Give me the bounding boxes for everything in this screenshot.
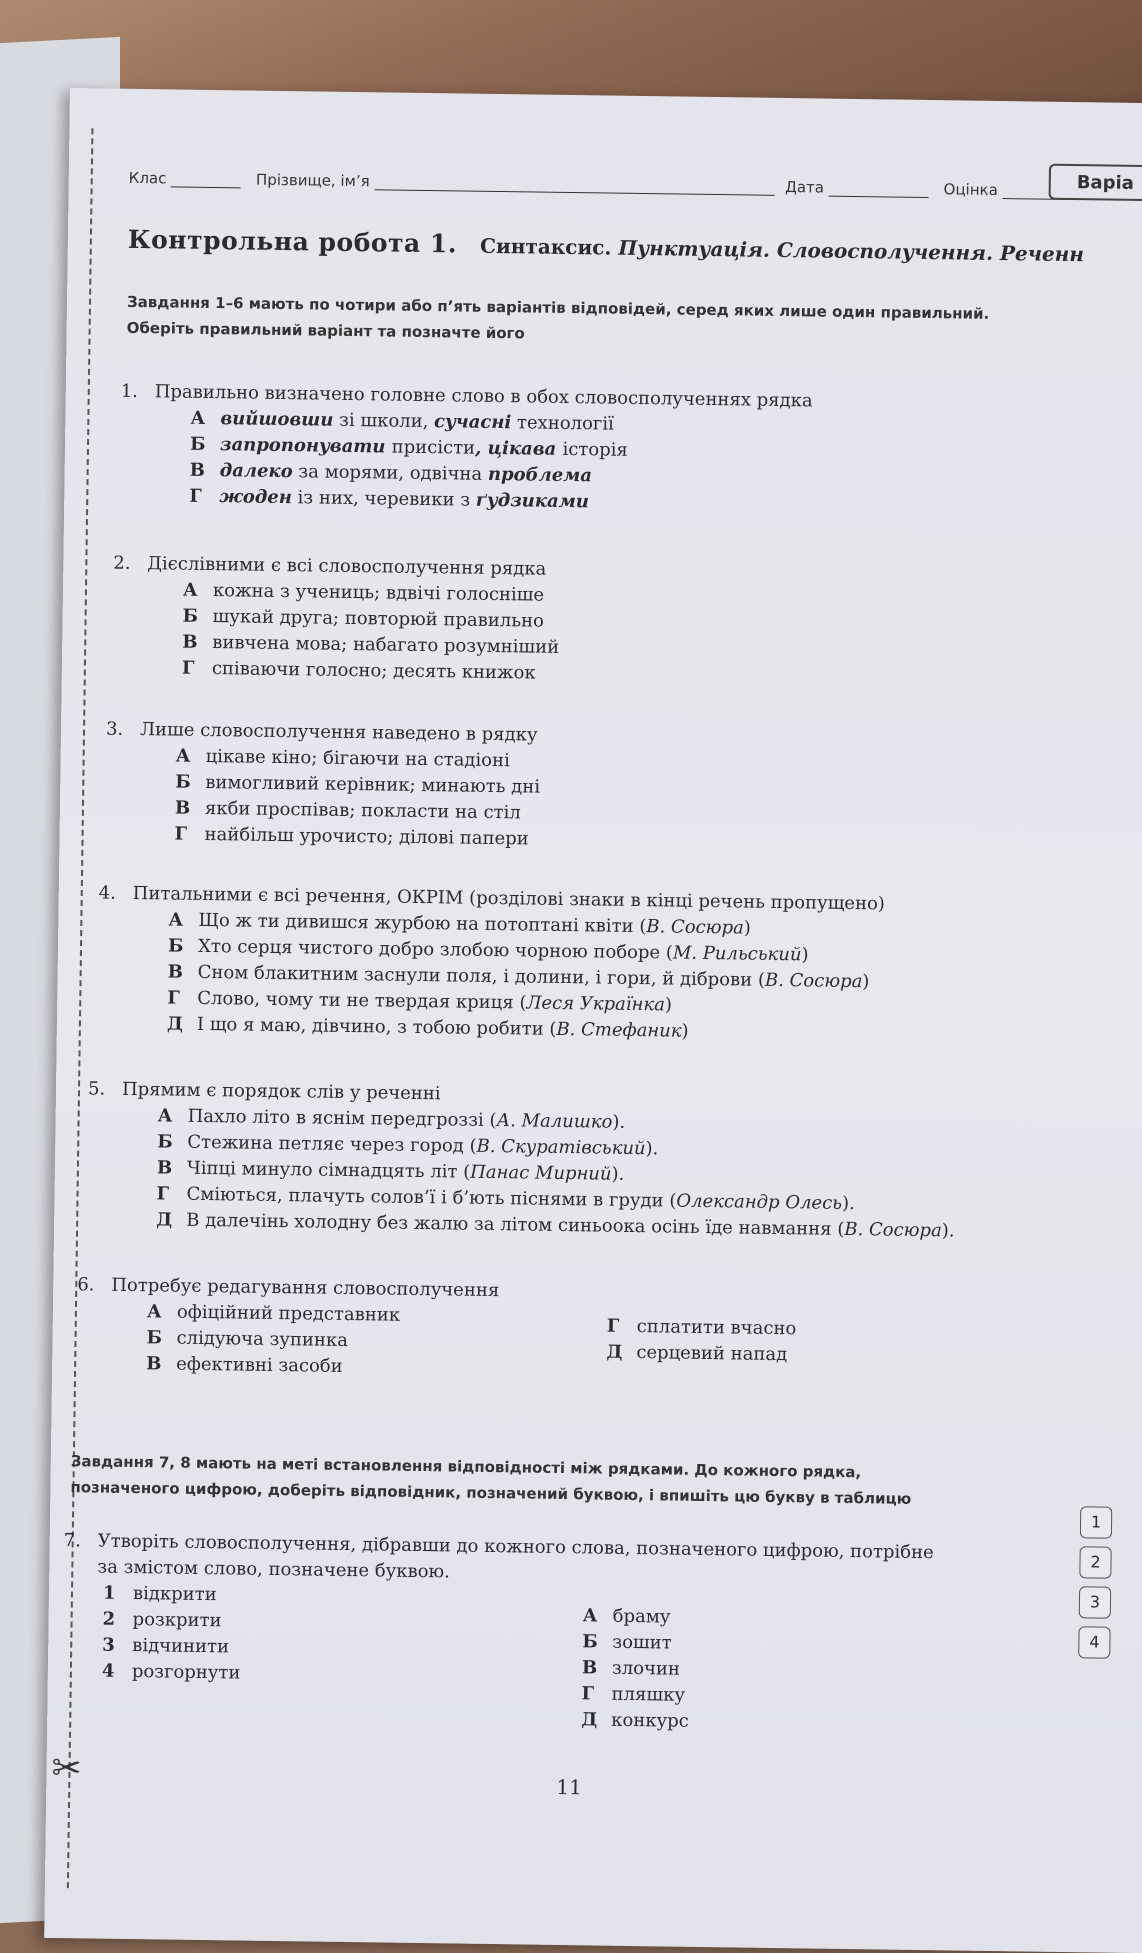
option-letter: В [189, 458, 219, 484]
option-letter: Г [167, 985, 197, 1011]
option-text: присісти [392, 437, 476, 459]
item-text: конкурс [611, 1710, 689, 1732]
page-title [128, 225, 1084, 267]
option-letter: А [157, 1103, 187, 1129]
answer-option[interactable]: Д І що я маю, дівчино, з тобою робити (В. Стефаник) [167, 1011, 1097, 1050]
option-author: М. Рильський [673, 943, 802, 966]
option-end: . [618, 1164, 624, 1185]
answer-option[interactable]: Д В далечінь холодну без жалю за літом синьоока осінь їде навмання (В. Сосюра). [156, 1207, 1086, 1246]
option-letter: Б [182, 604, 212, 630]
head-word: запропонувати [220, 434, 392, 457]
option-text: за морями, одвічна [293, 461, 489, 485]
option-end: . [849, 1193, 855, 1214]
title-main: Контрольна робота 1. [128, 225, 458, 259]
answer-cell[interactable]: 3 [1079, 1586, 1111, 1618]
head-word: ґудзиками [476, 490, 589, 513]
option-letter: А [168, 907, 198, 933]
option-text: зі школи, [333, 410, 434, 432]
student-info-line [129, 169, 1129, 201]
item-text: злочин [612, 1658, 680, 1680]
option-letter: А [147, 1299, 177, 1325]
option-letter: Б [190, 432, 220, 458]
variant-box: Варіа [1049, 164, 1142, 202]
item-letter: А [583, 1603, 613, 1629]
option-letter: Д [167, 1011, 197, 1037]
option-author: Олександр Олесь [676, 1191, 842, 1214]
head-word: вийшовши [220, 408, 333, 431]
option-letter: В [146, 1351, 176, 1377]
option-text: вимогливий керівник; минають дні [205, 772, 540, 798]
answer-option[interactable] [606, 1340, 1066, 1372]
option-text: Сміються, плачуть солов’ї і б’ють піснями в груди [186, 1184, 663, 1212]
answer-cell[interactable]: 2 [1079, 1546, 1111, 1578]
question-7: 7. Утворіть словосполучення, дібравши до кожного слова, позначеного цифрою, потрібне за змістом слово, позначене буквою. 1 відкрити 2 розкрити 3 відчинити 4 розгорнути А браму Б зошит В злочин Г пляшку Д конкурс [61, 1528, 1064, 1740]
item-number: 4 [102, 1659, 132, 1685]
title-sub: Синтаксис. Пунктуація. Словосполучення. Реченн [480, 234, 1084, 266]
option-letter: Б [168, 933, 198, 959]
class-field[interactable] [171, 172, 241, 188]
option-letter: Г [182, 656, 212, 682]
item-text: зошит [612, 1632, 672, 1654]
item-text: відчинити [132, 1635, 229, 1657]
item-letter: Д [581, 1707, 611, 1733]
answer-option[interactable]: Г Слово, чому ти не твердая криця (Леся Українка) [167, 985, 1097, 1024]
option-letter: Б [157, 1129, 187, 1155]
option-text: Пахло літо в яснім передгроззі [188, 1106, 484, 1131]
item-letter: В [582, 1655, 612, 1681]
instructions-1: Завдання 1–6 мають по чотири або п’ять варіантів відповідей, серед яких лише один правильний. Оберіть правильний варіант та позначте його [126, 289, 1107, 355]
head-word: сучасні [434, 411, 511, 433]
item-text: розкрити [132, 1609, 221, 1631]
option-letter: В [182, 630, 212, 656]
item-text: пляшку [611, 1684, 685, 1706]
option-text: співаючи голосно; десять книжок [212, 658, 536, 684]
option-author: Леся Українка [526, 992, 665, 1015]
option-text: офіційний представник [177, 1302, 400, 1326]
question-6: 6. Потребує редагування словосполучення А офіційний представник Б слідуюча зупинка В ефективні засоби Г сплатити вчасно Д серцевий напад [76, 1272, 1077, 1390]
question-2: 2. Дієслівними є всі словосполучення рядка А кожна з учениць; вдвічі голосніше Б шукай друга; повторюй правильно В вивчена мова; набагато розумніший Г співаючи голосно; десять книжок [112, 551, 1114, 695]
instructions-2: Завдання 7, 8 мають на меті встановлення відповідності між рядками. До кожного рядка, позначеного цифрою, доберіть відповідник, позначений буквою, і впишіть цю букву в таблицю [70, 1448, 1051, 1514]
option-text: кожна з учениць; вдвічі голосніше [213, 580, 544, 606]
answer-table [1078, 1506, 1112, 1666]
option-letter: Д [156, 1207, 186, 1233]
question-5: 5. Прямим є порядок слів у реченні А Пахло літо в яснім передгроззі (А. Малишко). Б Стежина петляє через город (В. Скуратівський). В Чіпці минуло сімнадцять літ (Панас Мирний). Г Сміються, плачуть солов’ї і б’ють піснями в груди (Олександр Олесь). Д В далечінь холодну без жалю за літом синьоока осінь їде навмання (В. Сосюра). [86, 1076, 1088, 1246]
item-letter: Г [581, 1681, 611, 1707]
option-text: Що ж ти дивишся журбою на потоптані квіти [198, 910, 633, 937]
option-text: цікаве кіно; бігаючи на стадіоні [206, 746, 510, 771]
option-author: В. Стефаник [556, 1019, 681, 1042]
option-text: ефективні засоби [176, 1354, 343, 1377]
option-letter: В [157, 1155, 187, 1181]
option-letter: В [167, 959, 197, 985]
item-text: розгорнути [132, 1661, 241, 1684]
item-letter: Б [582, 1629, 612, 1655]
option-letter: В [175, 796, 205, 822]
answer-option[interactable] [146, 1351, 606, 1383]
option-text: сплатити вчасно [637, 1316, 797, 1339]
option-text: із них, черевики з [292, 487, 476, 511]
answer-option[interactable]: В Сном блакитним заснули поля, і долини, і гори, й діброви (В. Сосюра) [167, 959, 1097, 998]
option-author: Панас Мирний [470, 1162, 612, 1185]
scissors-icon: ✂ [51, 1748, 82, 1789]
page-number: 11 [556, 1775, 582, 1799]
option-text: Слово, чому ти не твердая криця [197, 988, 514, 1013]
answer-option[interactable]: А Що ж ти дивишся журбою на потоптані квіти (В. Сосюра) [168, 907, 1098, 946]
numbered-item [102, 1659, 582, 1692]
option-text: Сном блакитним заснули поля, і долини, і гори, й діброви [198, 962, 753, 991]
head-word: проблема [488, 464, 592, 486]
option-author: В. Сосюра [765, 970, 863, 992]
option-end: . [619, 1112, 625, 1133]
head-word: , цікава [475, 438, 563, 460]
option-author: В. Сосюра [646, 916, 744, 938]
option-text: І що я маю, дівчино, з тобою робити [197, 1014, 544, 1040]
date-label: Дата [785, 178, 824, 197]
option-text: технології [511, 412, 614, 434]
option-text: якби проспівав; покласти на стіл [205, 798, 521, 823]
answer-cell[interactable]: 4 [1078, 1626, 1110, 1658]
option-letter: А [175, 744, 205, 770]
option-author: А. Малишко [496, 1110, 612, 1133]
item-text: відкрити [133, 1583, 217, 1605]
option-letter: Г [156, 1181, 186, 1207]
option-text: слідуюча зупинка [176, 1328, 348, 1351]
option-text: серцевий напад [636, 1342, 787, 1365]
option-letter: А [183, 578, 213, 604]
worksheet-page [44, 88, 1142, 1953]
option-letter: А [190, 406, 220, 432]
option-letter: Б [175, 770, 205, 796]
answer-option[interactable]: Б Хто серця чистого добро злобою чорною поборе (М. Рильський) [168, 933, 1098, 972]
name-field[interactable] [374, 175, 774, 196]
class-label: Клас [129, 169, 167, 188]
option-letter: Д [606, 1340, 636, 1366]
answer-option[interactable]: Б Стежина петляє через город (В. Скуратівський). [157, 1129, 1087, 1168]
option-letter: Г [607, 1314, 637, 1340]
option-text: Хто серця чистого добро злобою чорною поборе [198, 936, 660, 963]
answer-cell[interactable]: 1 [1080, 1506, 1112, 1538]
question-3: 3. Лише словосполучення наведено в рядку А цікаве кіно; бігаючи на стадіоні Б вимогливий керівник; минають дні В якби проспівав; покласти на стіл Г найбільш урочисто; ділові папери [104, 717, 1106, 861]
option-text: Чіпці минуло сімнадцять літ [187, 1158, 458, 1183]
option-author: В. Сосюра [844, 1219, 942, 1241]
name-label: Прізвище, ім’я [256, 171, 370, 191]
answer-option[interactable]: В Чіпці минуло сімнадцять літ (Панас Мирний). [157, 1155, 1087, 1194]
option-text: В далечінь холодну без жалю за літом синьоока осінь їде навмання [186, 1210, 832, 1240]
head-word: жоден [219, 486, 292, 508]
option-letter: Г [174, 822, 204, 848]
option-text: історія [562, 439, 628, 461]
option-author: В. Скуратівський [476, 1136, 645, 1159]
option-text: Стежина петляє через город [187, 1132, 464, 1157]
option-letter: Г [189, 484, 219, 510]
item-text: браму [613, 1606, 671, 1628]
option-letter: Б [146, 1325, 176, 1351]
answer-option[interactable]: Г Сміються, плачуть солов’ї і б’ють піснями в груди (Олександр Олесь). [156, 1181, 1086, 1220]
option-text: шукай друга; повторюй правильно [212, 606, 544, 632]
item-number: 3 [102, 1633, 132, 1659]
answer-option[interactable]: А Пахло літо в яснім передгроззі (А. Малишко). [157, 1103, 1087, 1142]
option-end: . [949, 1220, 955, 1241]
grade-label: Оцінка [943, 180, 997, 199]
option-text: вивчена мова; набагато розумніший [212, 632, 559, 658]
item-number: 1 [103, 1581, 133, 1607]
date-field[interactable] [829, 182, 929, 198]
item-number: 2 [102, 1607, 132, 1633]
question-4: 4. Питальними є всі речення, ОКРІМ (розділові знаки в кінці речень пропущено) А Що ж ти дивишся журбою на потоптані квіти (В. Сосюра) Б Хто серця чистого добро злобою чорною поборе (М. Рильський) В Сном блакитним заснули поля, і долини, і гори, й діброви (В. Сосюра) Г Слово, чому ти не твердая криця (Леся Українка) Д І що я маю, дівчино, з тобою робити (В. Стефаник) [97, 880, 1099, 1050]
head-word: далеко [220, 460, 293, 482]
lettered-item [581, 1707, 881, 1737]
option-text: найбільш урочисто; ділові папери [204, 824, 528, 850]
option-end: . [652, 1138, 658, 1159]
question-1: 1. Правильно визначено головне слово в обох словосполученнях рядка А вийшовши зі школи, сучасні технології Б запропонувати присісти, цікава історія В далеко за морями, одвічна проблема Г жоден із них, черевики з ґудзиками [119, 379, 1121, 523]
